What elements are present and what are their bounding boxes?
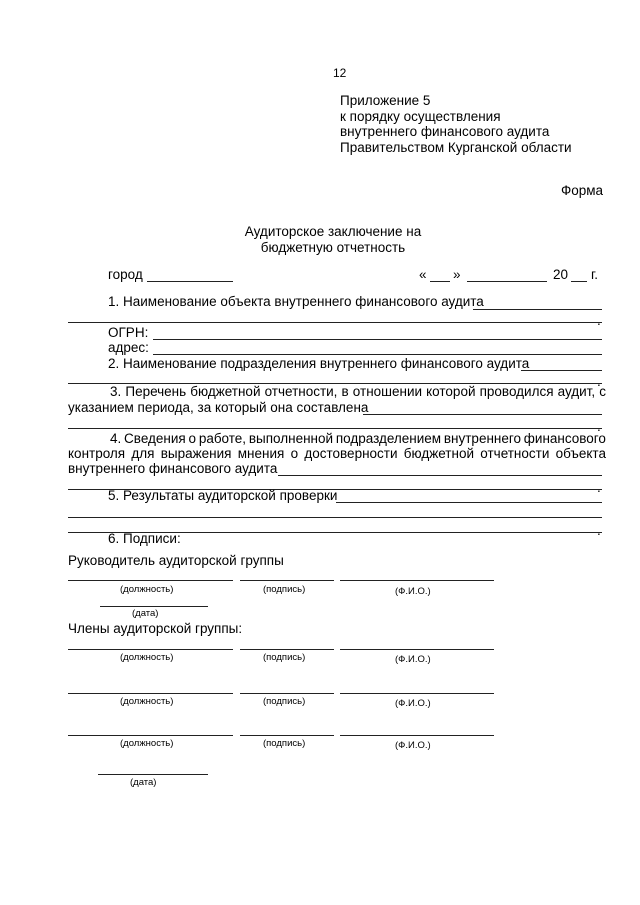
section-3-word: бюджетной bbox=[190, 384, 261, 399]
section-4-word: о bbox=[290, 446, 299, 461]
head-signature-caption: (подпись) bbox=[263, 584, 306, 595]
page-number: 12 bbox=[333, 66, 347, 80]
section-4-blank bbox=[278, 475, 602, 476]
section-2-label: 2. Наименование подразделения внутреннего финансового аудита bbox=[108, 356, 530, 371]
section-4-word: для bbox=[131, 446, 155, 461]
section-4-word: бюджетной bbox=[403, 446, 474, 461]
section-4-word: Сведения bbox=[124, 431, 186, 446]
title-line-2: бюджетную отчетность bbox=[260, 240, 406, 255]
date-quote-open: « bbox=[419, 267, 427, 282]
member-3-position-caption: (должность) bbox=[120, 738, 174, 749]
appendix-line-1: Приложение 5 bbox=[340, 93, 431, 108]
head-date-caption: (дата) bbox=[132, 608, 159, 619]
form-label: Форма bbox=[561, 183, 604, 198]
city-blank bbox=[147, 281, 233, 282]
section-3-word: Перечень bbox=[125, 384, 187, 399]
member-1-fio-caption: (Ф.И.О.) bbox=[395, 654, 431, 665]
section-4-word: объекта bbox=[555, 446, 606, 461]
year-blank bbox=[571, 281, 587, 282]
address-label: адрес: bbox=[108, 340, 149, 355]
head-position-caption: (должность) bbox=[120, 584, 174, 595]
section-3-word: в bbox=[341, 384, 349, 399]
section-4-line-3: внутреннего финансового аудита bbox=[68, 461, 278, 476]
head-fio-line bbox=[340, 580, 494, 581]
head-fio-caption: (Ф.И.О.) bbox=[395, 586, 431, 597]
month-blank bbox=[467, 281, 547, 282]
head-title: Руководитель аудиторской группы bbox=[68, 553, 284, 568]
ogrn-blank bbox=[153, 339, 602, 340]
section-3-word: которой bbox=[426, 384, 476, 399]
member-3-fio-caption: (Ф.И.О.) bbox=[395, 740, 431, 751]
section-3-word: отчетности, bbox=[264, 384, 338, 399]
section-5-blank bbox=[336, 502, 602, 503]
section-4-word: финансового bbox=[523, 431, 606, 446]
section-4-line-2 bbox=[68, 446, 606, 462]
members-title: Члены аудиторской группы: bbox=[68, 621, 243, 636]
date-quote-close: » bbox=[453, 267, 461, 282]
section-4-word: о bbox=[188, 431, 197, 446]
section-4-word: отчетности bbox=[480, 446, 550, 461]
member-2-signature-line bbox=[240, 693, 334, 694]
member-2-position-line bbox=[68, 693, 233, 694]
section-3-end-dot: . bbox=[597, 419, 601, 434]
day-blank bbox=[430, 281, 450, 282]
member-3-signature-caption: (подпись) bbox=[263, 738, 306, 749]
section-2-end-dot: . bbox=[597, 374, 601, 389]
member-1-fio-line bbox=[340, 649, 494, 650]
members-date-caption: (дата) bbox=[130, 777, 157, 788]
section-3-line-2: указанием периода, за который она составлена bbox=[68, 400, 369, 415]
head-position-line bbox=[68, 580, 233, 581]
member-3-position-line bbox=[68, 735, 233, 736]
section-5-end-dot: . bbox=[597, 523, 601, 538]
appendix-line-3: внутреннего финансового аудита bbox=[340, 124, 550, 139]
members-date-line bbox=[98, 774, 208, 775]
address-blank bbox=[153, 354, 602, 355]
member-2-fio-caption: (Ф.И.О.) bbox=[395, 698, 431, 709]
section-3-word: с bbox=[599, 384, 606, 399]
section-4-word: внутреннего bbox=[443, 431, 522, 446]
member-1-position-caption: (должность) bbox=[120, 652, 174, 663]
member-3-fio-line bbox=[340, 735, 494, 736]
section-3-word: проводился bbox=[479, 384, 554, 399]
section-1-blank bbox=[473, 309, 602, 310]
appendix-line-4: Правительством Курганской области bbox=[340, 140, 572, 155]
section-4-word: выражения bbox=[160, 446, 232, 461]
section-4-word: работе, bbox=[198, 431, 247, 446]
title-line-1: Аудиторское заключение на bbox=[244, 224, 422, 239]
ogrn-label: ОГРН: bbox=[108, 325, 149, 340]
head-date-line bbox=[100, 606, 208, 607]
year-suffix: г. bbox=[591, 267, 599, 282]
section-1-label: 1. Наименование объекта внутреннего финансового аудита bbox=[108, 294, 484, 309]
section-4-end-dot: . bbox=[597, 480, 601, 495]
year-prefix: 20 bbox=[553, 267, 569, 282]
section-4-word: контроля bbox=[68, 446, 126, 461]
section-4-word: достоверности bbox=[304, 446, 398, 461]
section-2-blank bbox=[521, 370, 602, 371]
member-2-fio-line bbox=[340, 693, 494, 694]
section-3-word: 3. bbox=[110, 384, 122, 399]
section-3-word: отношении bbox=[352, 384, 423, 399]
section-1-end-dot: . bbox=[597, 313, 601, 328]
section-3-blank-2 bbox=[68, 428, 602, 429]
section-4-word: мнения bbox=[237, 446, 285, 461]
section-1-blank-2 bbox=[68, 322, 602, 323]
member-2-position-caption: (должность) bbox=[120, 696, 174, 707]
section-3-word: аудит, bbox=[557, 384, 596, 399]
section-4-word: 4. bbox=[110, 431, 122, 446]
city-label: город bbox=[108, 267, 143, 282]
member-1-signature-caption: (подпись) bbox=[263, 652, 306, 663]
section-5-label: 5. Результаты аудиторской проверки bbox=[108, 488, 338, 503]
appendix-line-2: к порядку осуществления bbox=[340, 109, 501, 124]
member-2-signature-caption: (подпись) bbox=[263, 696, 306, 707]
member-1-position-line bbox=[68, 649, 233, 650]
section-4-word: подразделением bbox=[335, 431, 442, 446]
member-3-signature-line bbox=[240, 735, 334, 736]
member-1-signature-line bbox=[240, 649, 334, 650]
head-signature-line bbox=[240, 580, 334, 581]
section-3-blank bbox=[363, 414, 602, 415]
section-6-label: 6. Подписи: bbox=[108, 531, 181, 546]
section-4-word: выполненной bbox=[248, 431, 334, 446]
section-3-line-1 bbox=[110, 384, 606, 400]
section-5-blank-2 bbox=[68, 517, 602, 518]
section-4-line-1 bbox=[110, 431, 606, 447]
